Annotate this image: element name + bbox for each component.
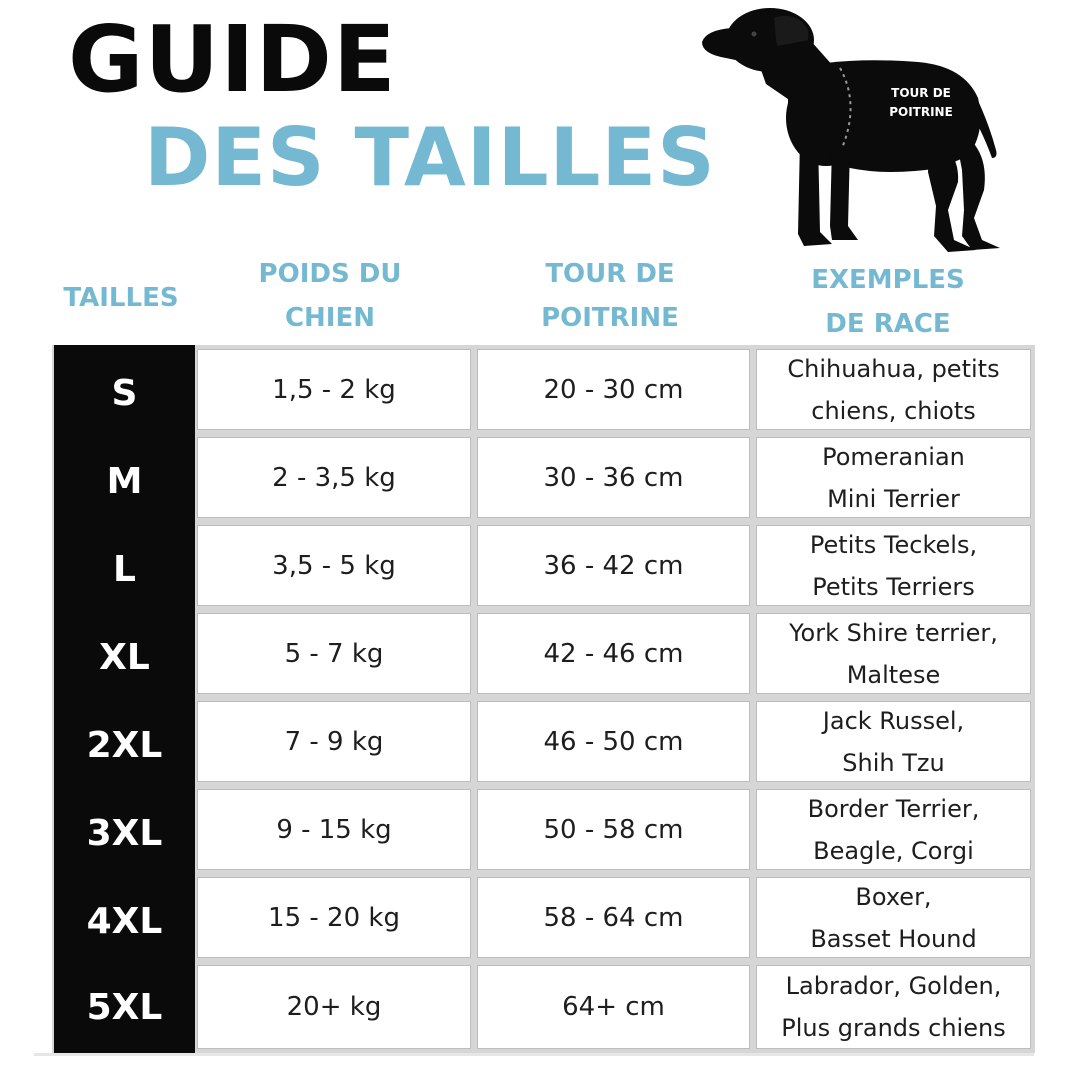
chest-cell: 20 - 30 cm (477, 349, 750, 430)
table-bottom-edge (34, 1053, 1034, 1056)
header-tour-line2: POITRINE (541, 303, 679, 333)
size-label: XL (99, 636, 150, 678)
breed-line: chiens, chiots (811, 396, 976, 425)
dog-silhouette-icon (692, 0, 1022, 262)
breed-line: York Shire terrier, (789, 618, 998, 647)
breed-cell (756, 789, 1031, 870)
size-label: 5XL (86, 986, 163, 1028)
header-poids-line2: CHIEN (284, 303, 376, 333)
header-exemples (770, 258, 1006, 346)
header-tour (490, 252, 730, 340)
header-exemples-line2: DE RACE (825, 309, 951, 339)
weight-cell: 15 - 20 kg (197, 877, 471, 958)
chest-cell: 42 - 46 cm (477, 613, 750, 694)
weight-cell: 1,5 - 2 kg (197, 349, 471, 430)
weight-cell: 2 - 3,5 kg (197, 437, 471, 518)
breed-line: Petits Teckels, (809, 530, 978, 559)
breed-line: Chihuahua, petits (787, 354, 1000, 383)
breed-line: Maltese (846, 660, 941, 689)
size-label: 3XL (86, 812, 163, 854)
header-poids (210, 252, 450, 340)
header-exemples-line1: EXEMPLES (811, 265, 965, 295)
breed-line: Boxer, (855, 882, 932, 911)
breed-cell (756, 965, 1031, 1049)
breed-cell (756, 437, 1031, 518)
breed-line: Pomeranian (822, 442, 965, 471)
breed-line: Mini Terrier (827, 484, 960, 513)
chest-cell: 36 - 42 cm (477, 525, 750, 606)
header-tailles: TAILLES (63, 283, 179, 313)
size-label: S (111, 372, 138, 414)
size-label: 2XL (86, 724, 163, 766)
chest-cell: 46 - 50 cm (477, 701, 750, 782)
breed-cell (756, 349, 1031, 430)
weight-cell: 9 - 15 kg (197, 789, 471, 870)
chest-cell: 64+ cm (477, 965, 750, 1049)
breed-line: Border Terrier, (807, 794, 980, 823)
weight-cell: 7 - 9 kg (197, 701, 471, 782)
breed-line: Jack Russel, (822, 706, 965, 735)
breed-line: Labrador, Golden, (785, 972, 1002, 1000)
weight-cell: 20+ kg (197, 965, 471, 1049)
size-label: 4XL (86, 900, 163, 942)
chest-girth-label-line2: POITRINE (889, 105, 953, 119)
breed-line: Basset Hound (810, 924, 977, 953)
breed-line: Beagle, Corgi (813, 836, 974, 865)
breed-line: Petits Terriers (812, 572, 975, 601)
breed-cell (756, 701, 1031, 782)
breed-cell (756, 525, 1031, 606)
weight-cell: 5 - 7 kg (197, 613, 471, 694)
chest-cell: 30 - 36 cm (477, 437, 750, 518)
breed-line: Shih Tzu (842, 748, 945, 777)
header-poids-line1: POIDS DU (258, 259, 402, 289)
breed-cell (756, 613, 1031, 694)
chest-cell: 50 - 58 cm (477, 789, 750, 870)
breed-cell (756, 877, 1031, 958)
weight-cell: 3,5 - 5 kg (197, 525, 471, 606)
chest-girth-label-line1: TOUR DE (891, 86, 951, 100)
breed-line: Plus grands chiens (781, 1014, 1006, 1042)
chest-cell: 58 - 64 cm (477, 877, 750, 958)
chest-girth-label (876, 84, 966, 122)
size-label: M (106, 460, 143, 502)
size-label: L (113, 548, 136, 590)
page-title: GUIDE (68, 6, 397, 113)
header-tour-line1: TOUR DE (545, 259, 675, 289)
page-subtitle: DES TAILLES (144, 111, 716, 204)
